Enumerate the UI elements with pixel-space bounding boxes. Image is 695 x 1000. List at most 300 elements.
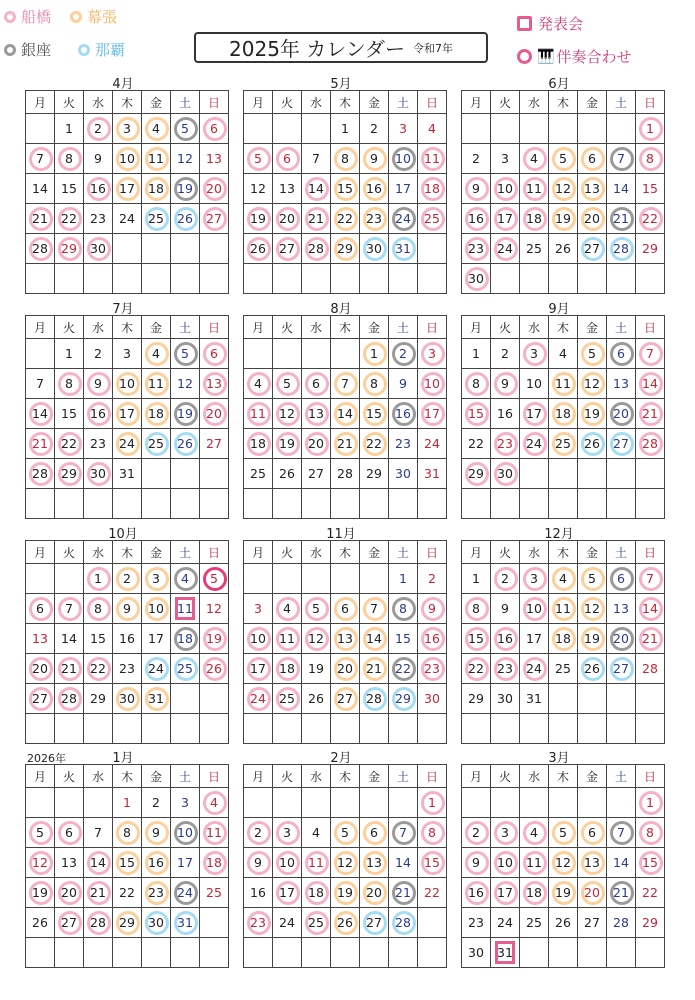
day-number: 19: [555, 885, 571, 900]
weekday-header: 土: [171, 541, 200, 564]
day-number: 9: [94, 151, 102, 166]
month-title: 8月: [330, 302, 352, 317]
day-number: 21: [32, 211, 48, 226]
day-number: 21: [32, 436, 48, 451]
day-number: 2: [501, 346, 509, 361]
empty-cell: [607, 459, 636, 489]
day-cell: [549, 234, 578, 264]
empty-cell: [26, 788, 55, 818]
day-number: 6: [617, 346, 625, 361]
day-cell: [302, 594, 331, 624]
day-number: 14: [613, 181, 629, 196]
day-cell: [578, 429, 607, 459]
week-row: [244, 714, 447, 744]
day-number: 26: [177, 211, 193, 226]
day-number: 29: [395, 691, 411, 706]
day-cell: [578, 339, 607, 369]
weekday-header: 水: [84, 765, 113, 788]
empty-cell: [520, 788, 549, 818]
day-cell: [55, 654, 84, 684]
day-number: 27: [584, 915, 600, 930]
day-number: 17: [148, 631, 164, 646]
day-cell: [636, 564, 665, 594]
day-cell: [607, 234, 636, 264]
day-cell: [389, 144, 418, 174]
title-main: 2025年 カレンダー: [229, 37, 405, 61]
day-number: 13: [613, 376, 629, 391]
empty-cell: [549, 684, 578, 714]
day-cell: [636, 594, 665, 624]
day-number: 11: [526, 855, 542, 870]
day-cell: [418, 848, 447, 878]
empty-cell: [273, 489, 302, 519]
day-cell: [331, 114, 360, 144]
empty-cell: [142, 489, 171, 519]
weekday-header: 火: [273, 91, 302, 114]
day-cell: [84, 429, 113, 459]
day-number: 2: [501, 571, 509, 586]
day-number: 12: [279, 406, 295, 421]
weekday-header: 土: [389, 316, 418, 339]
day-cell: [360, 339, 389, 369]
empty-cell: [360, 264, 389, 294]
day-number: 16: [366, 181, 382, 196]
empty-cell: [578, 459, 607, 489]
day-cell: [549, 369, 578, 399]
week-row: [462, 429, 665, 459]
day-cell: [171, 174, 200, 204]
day-number: 4: [254, 376, 262, 391]
day-number: 13: [32, 631, 48, 646]
day-cell: [113, 818, 142, 848]
day-number: 24: [526, 661, 542, 676]
day-number: 13: [308, 406, 324, 421]
day-cell: [302, 654, 331, 684]
day-cell: [636, 624, 665, 654]
empty-cell: [578, 938, 607, 968]
day-number: 5: [210, 571, 218, 586]
day-cell: [520, 339, 549, 369]
month-title: 5月: [330, 77, 352, 92]
week-row: [462, 339, 665, 369]
day-cell: [549, 594, 578, 624]
day-cell: [142, 399, 171, 429]
week-row: [244, 818, 447, 848]
month-calendar: [25, 764, 229, 968]
day-cell: [55, 204, 84, 234]
empty-cell: [273, 788, 302, 818]
piano-icon: 🎹: [537, 48, 555, 65]
day-number: 1: [94, 571, 102, 586]
day-cell: [244, 429, 273, 459]
day-cell: [549, 564, 578, 594]
day-cell: [462, 938, 491, 968]
day-cell: [84, 594, 113, 624]
day-number: 11: [148, 376, 164, 391]
day-cell: [55, 624, 84, 654]
weekday-header: 金: [142, 765, 171, 788]
day-number: 13: [206, 376, 222, 391]
empty-cell: [302, 788, 331, 818]
day-number: 16: [250, 885, 266, 900]
day-cell: [273, 174, 302, 204]
empty-cell: [26, 339, 55, 369]
empty-cell: [84, 714, 113, 744]
day-number: 12: [177, 151, 193, 166]
day-cell: [302, 429, 331, 459]
day-cell: [491, 339, 520, 369]
day-number: 1: [399, 571, 407, 586]
empty-cell: [26, 714, 55, 744]
weekday-header: 日: [200, 765, 229, 788]
week-row: [244, 399, 447, 429]
day-cell: [462, 594, 491, 624]
day-number: 9: [94, 376, 102, 391]
week-row: [462, 818, 665, 848]
empty-cell: [113, 234, 142, 264]
day-cell: [360, 234, 389, 264]
empty-cell: [520, 489, 549, 519]
day-number: 21: [337, 436, 353, 451]
day-number: 23: [366, 211, 382, 226]
empty-cell: [273, 714, 302, 744]
day-number: 13: [206, 151, 222, 166]
week-row: [462, 624, 665, 654]
week-row: [26, 399, 229, 429]
day-cell: [26, 459, 55, 489]
day-number: 18: [526, 885, 542, 900]
day-cell: [55, 684, 84, 714]
day-cell: [578, 654, 607, 684]
day-cell: [549, 399, 578, 429]
day-cell: [360, 459, 389, 489]
weekday-header: 日: [200, 541, 229, 564]
day-number: 23: [90, 436, 106, 451]
day-number: 14: [613, 855, 629, 870]
day-cell: [389, 878, 418, 908]
day-number: 25: [308, 915, 324, 930]
day-number: 7: [94, 825, 102, 840]
weekday-header: 金: [142, 316, 171, 339]
day-number: 27: [308, 466, 324, 481]
day-cell: [171, 399, 200, 429]
day-number: 14: [366, 631, 382, 646]
day-number: 17: [497, 211, 513, 226]
empty-cell: [331, 714, 360, 744]
day-number: 10: [279, 855, 295, 870]
day-cell: [142, 144, 171, 174]
weekday-header: 金: [578, 541, 607, 564]
day-number: 28: [61, 691, 77, 706]
day-cell: [578, 848, 607, 878]
day-cell: [549, 339, 578, 369]
day-cell: [244, 369, 273, 399]
day-cell: [491, 369, 520, 399]
day-number: 25: [250, 466, 266, 481]
weekday-header: 金: [142, 91, 171, 114]
day-number: 17: [250, 661, 266, 676]
weekday-header: 水: [302, 316, 331, 339]
day-number: 8: [472, 376, 480, 391]
day-number: 6: [588, 825, 596, 840]
day-number: 4: [530, 825, 538, 840]
empty-cell: [520, 714, 549, 744]
empty-cell: [331, 788, 360, 818]
day-number: 14: [308, 181, 324, 196]
day-number: 4: [312, 825, 320, 840]
day-cell: [578, 878, 607, 908]
day-number: 11: [555, 376, 571, 391]
day-number: 8: [370, 376, 378, 391]
empty-cell: [520, 938, 549, 968]
day-number: 13: [613, 601, 629, 616]
day-cell: [491, 174, 520, 204]
day-number: 30: [468, 945, 484, 960]
day-cell: [607, 429, 636, 459]
day-number: 25: [526, 241, 542, 256]
day-cell: [360, 174, 389, 204]
year-2026-label: 2026年: [27, 752, 66, 765]
day-cell: [273, 144, 302, 174]
day-cell: [200, 624, 229, 654]
day-number: 30: [148, 915, 164, 930]
day-cell: [171, 144, 200, 174]
week-row: [462, 399, 665, 429]
gray-circle-icon: [4, 44, 16, 56]
legend-naha: [78, 39, 125, 60]
day-number: 15: [61, 181, 77, 196]
day-cell: [636, 788, 665, 818]
week-row: [26, 624, 229, 654]
day-number: 18: [526, 211, 542, 226]
week-row: [244, 938, 447, 968]
day-number: 22: [395, 661, 411, 676]
empty-cell: [607, 684, 636, 714]
day-number: 15: [90, 631, 106, 646]
day-cell: [418, 818, 447, 848]
day-cell: [491, 684, 520, 714]
day-number: 6: [283, 151, 291, 166]
day-cell: [331, 624, 360, 654]
empty-cell: [331, 339, 360, 369]
day-number: 3: [501, 151, 509, 166]
day-number: 28: [32, 466, 48, 481]
day-cell: [113, 114, 142, 144]
day-number: 30: [497, 691, 513, 706]
month-calendar: [461, 315, 665, 519]
day-number: 22: [468, 436, 484, 451]
empty-cell: [462, 489, 491, 519]
day-number: 7: [36, 376, 44, 391]
day-cell: [389, 818, 418, 848]
day-cell: [360, 594, 389, 624]
day-cell: [273, 204, 302, 234]
day-number: 29: [366, 466, 382, 481]
day-cell: [331, 684, 360, 714]
empty-cell: [244, 938, 273, 968]
day-number: 29: [468, 691, 484, 706]
day-cell: [273, 369, 302, 399]
weekday-header: 金: [578, 91, 607, 114]
day-cell: [331, 234, 360, 264]
day-cell: [55, 878, 84, 908]
day-cell: [142, 788, 171, 818]
day-cell: [462, 684, 491, 714]
day-number: 1: [646, 121, 654, 136]
day-number: 13: [337, 631, 353, 646]
day-number: 25: [424, 211, 440, 226]
week-row: [244, 144, 447, 174]
day-number: 5: [181, 121, 189, 136]
empty-cell: [244, 714, 273, 744]
empty-cell: [549, 264, 578, 294]
day-number: 23: [90, 211, 106, 226]
week-row: [244, 114, 447, 144]
day-number: 3: [283, 825, 291, 840]
day-cell: [200, 564, 229, 594]
week-row: [462, 908, 665, 938]
day-number: 20: [613, 631, 629, 646]
day-cell: [636, 878, 665, 908]
day-cell: [200, 144, 229, 174]
week-row: [244, 204, 447, 234]
week-row: [244, 878, 447, 908]
empty-cell: [273, 339, 302, 369]
day-cell: [273, 818, 302, 848]
week-row: [462, 369, 665, 399]
day-number: 20: [337, 661, 353, 676]
day-number: 20: [584, 211, 600, 226]
day-number: 23: [497, 661, 513, 676]
day-number: 15: [642, 855, 658, 870]
weekday-header: 金: [360, 765, 389, 788]
week-row: [244, 489, 447, 519]
empty-cell: [200, 264, 229, 294]
weekday-header: 火: [491, 541, 520, 564]
weekday-header: 水: [302, 91, 331, 114]
day-cell: [200, 788, 229, 818]
title-era: 令和7年: [412, 41, 453, 55]
day-cell: [636, 429, 665, 459]
day-cell: [171, 908, 200, 938]
day-cell: [462, 234, 491, 264]
day-cell: [520, 848, 549, 878]
day-cell: [389, 234, 418, 264]
weekday-header: 月: [26, 541, 55, 564]
day-number: 24: [395, 211, 411, 226]
day-number: 31: [148, 691, 164, 706]
day-cell: [389, 339, 418, 369]
day-number: 5: [254, 151, 262, 166]
day-cell: [491, 399, 520, 429]
day-cell: [244, 624, 273, 654]
day-number: 19: [32, 885, 48, 900]
day-cell: [26, 908, 55, 938]
day-number: 3: [181, 795, 189, 810]
day-cell: [418, 878, 447, 908]
day-number: 10: [424, 376, 440, 391]
day-cell: [520, 204, 549, 234]
empty-cell: [578, 714, 607, 744]
day-cell: [142, 369, 171, 399]
day-cell: [578, 144, 607, 174]
empty-cell: [171, 234, 200, 264]
day-cell: [418, 594, 447, 624]
day-number: 28: [90, 915, 106, 930]
day-number: 31: [497, 945, 513, 960]
week-row: [244, 264, 447, 294]
weekday-header: 土: [607, 91, 636, 114]
empty-cell: [418, 264, 447, 294]
day-cell: [578, 234, 607, 264]
weekday-header: 水: [520, 765, 549, 788]
day-cell: [55, 114, 84, 144]
day-number: 22: [61, 436, 77, 451]
day-number: 3: [254, 601, 262, 616]
day-number: 10: [119, 376, 135, 391]
day-number: 17: [424, 406, 440, 421]
weekday-header: 土: [171, 765, 200, 788]
day-number: 16: [424, 631, 440, 646]
day-number: 12: [206, 601, 222, 616]
week-row: [462, 489, 665, 519]
empty-cell: [607, 938, 636, 968]
day-number: 14: [642, 376, 658, 391]
day-cell: [462, 459, 491, 489]
day-cell: [55, 399, 84, 429]
day-number: 2: [472, 151, 480, 166]
day-cell: [302, 459, 331, 489]
empty-cell: [84, 264, 113, 294]
day-cell: [142, 684, 171, 714]
month-title: 12月: [544, 527, 574, 542]
day-cell: [244, 234, 273, 264]
day-cell: [142, 848, 171, 878]
day-number: 16: [90, 181, 106, 196]
day-number: 30: [90, 241, 106, 256]
day-number: 22: [366, 436, 382, 451]
day-cell: [142, 564, 171, 594]
day-cell: [200, 818, 229, 848]
day-number: 28: [642, 661, 658, 676]
day-number: 11: [308, 855, 324, 870]
day-number: 9: [123, 601, 131, 616]
circle-icon: [517, 49, 532, 64]
day-cell: [113, 204, 142, 234]
weekday-header: 火: [491, 91, 520, 114]
empty-cell: [331, 489, 360, 519]
day-cell: [389, 848, 418, 878]
day-number: 22: [337, 211, 353, 226]
day-cell: [418, 654, 447, 684]
day-cell: [171, 339, 200, 369]
day-cell: [389, 174, 418, 204]
day-cell: [491, 594, 520, 624]
day-number: 8: [646, 151, 654, 166]
day-cell: [520, 234, 549, 264]
day-cell: [171, 818, 200, 848]
day-number: 20: [279, 211, 295, 226]
day-cell: [389, 654, 418, 684]
empty-cell: [55, 788, 84, 818]
weekday-header: 土: [389, 765, 418, 788]
day-cell: [462, 339, 491, 369]
empty-cell: [142, 938, 171, 968]
week-row: [244, 788, 447, 818]
day-cell: [142, 339, 171, 369]
week-row: [26, 204, 229, 234]
empty-cell: [607, 264, 636, 294]
